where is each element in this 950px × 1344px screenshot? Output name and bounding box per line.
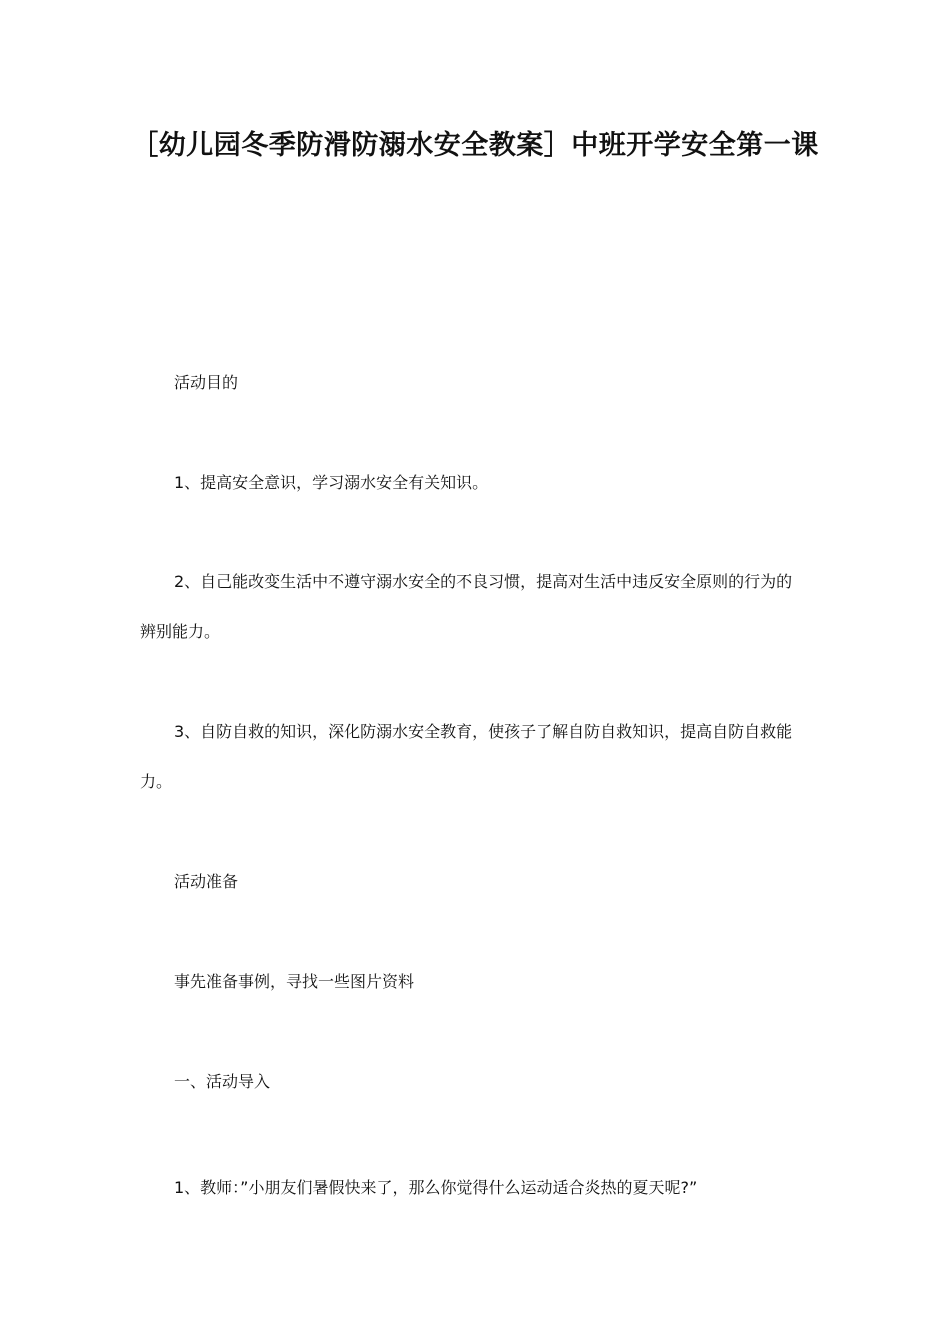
- document-title: ［幼儿园冬季防滑防溺水安全教案］中班开学安全第一课: [131, 130, 819, 161]
- paragraph-goal-3: 3、自防自救的知识，深化防溺水安全教育，使孩子了解自防自救知识，提高自防自救能力。: [140, 722, 793, 791]
- paragraph-intro-1: 1、教师：”小朋友们暑假快来了，那么你觉得什么运动适合炎热的夏天呢?”: [174, 1178, 698, 1197]
- paragraph-goal-1: 1、提高安全意识，学习溺水安全有关知识。: [174, 473, 489, 492]
- section-heading-activity-preparation: 活动准备: [174, 872, 239, 891]
- section-heading-activity-intro: 一、活动导入: [174, 1072, 271, 1091]
- paragraph-preparation: 事先准备事例，寻找一些图片资料: [174, 972, 415, 991]
- paragraph-goal-2: 2、自己能改变生活中不遵守溺水安全的不良习惯，提高对生活中违反安全原则的行为的辨别能力。: [140, 572, 793, 641]
- section-heading-activity-goal: 活动目的: [174, 373, 239, 392]
